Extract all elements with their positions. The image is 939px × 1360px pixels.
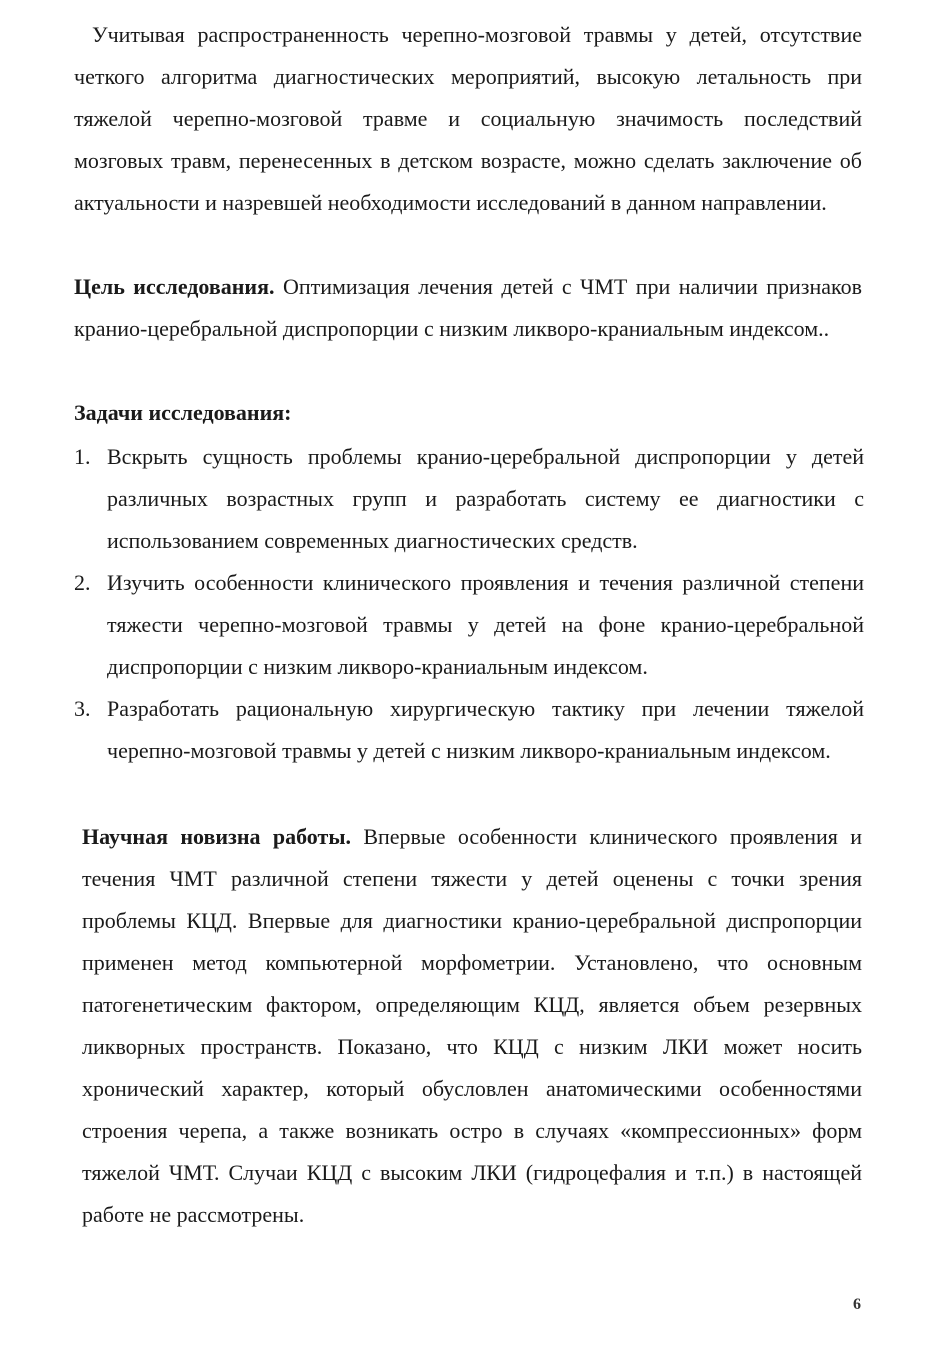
list-item-text: Вскрыть сущность проблемы кранио-церебральной диспропорции у детей различных возрастных групп и разработать систему ее диагностики с использованием современных диагностических средств. — [107, 444, 864, 553]
scientific-novelty-paragraph — [82, 816, 862, 1236]
research-goal-paragraph — [74, 266, 862, 350]
list-item — [74, 688, 864, 772]
research-goal-label: Цель исследования. — [74, 274, 275, 299]
list-item-number: 3. — [74, 696, 91, 721]
research-goal-text: Оптимизация лечения детей с ЧМТ при наличии признаков кранио-церебральной диспропорции с низким ликворо-краниальным индексом.. — [74, 274, 862, 341]
page-number: 6 — [853, 1296, 861, 1313]
list-item — [74, 436, 864, 562]
scientific-novelty-text: Впервые особенности клинического проявления и течения ЧМТ различной степени тяжести у детей оценены с точки зрения проблемы КЦД. Впервые для диагностики кранио-церебральной диспропорции применен метод компьютерной морфометрии. Установлено, что основным патогенетическим фактором, определяющим КЦД, является объем резервных ликворных пространств. Показано, что КЦД с низким ЛКИ может носить хронический характер, который обусловлен анатомическими особенностями строения черепа, а также возникать остро в случаях «компрессионных» форм тяжелой ЧМТ. Случаи КЦД с высоким ЛКИ (гидроцефалия и т.п.) в настоящей работе не рассмотрены. — [82, 824, 862, 1227]
list-item-number: 1. — [74, 444, 91, 469]
list-item — [74, 562, 864, 688]
list-item-text: Разработать рациональную хирургическую тактику при лечении тяжелой черепно-мозговой травмы у детей с низким ликворо-краниальным индексом. — [107, 696, 864, 763]
intro-paragraph: Учитывая распространенность черепно-мозговой травмы у детей, отсутствие четкого алгоритма диагностических мероприятий, высокую летальность при тяжелой черепно-мозговой травме и социальную значимость последствий мозговых травм, перенесенных в детском возрасте, можно сделать заключение об актуальности и назревшей необходимости исследований в данном направлении. — [74, 22, 862, 215]
scientific-novelty-label: Научная новизна работы. — [82, 824, 351, 849]
list-item-number: 2. — [74, 570, 91, 595]
list-item-text: Изучить особенности клинического проявления и течения различной степени тяжести черепно-мозговой травмы у детей на фоне кранио-церебральной диспропорции с низким ликворо-краниальным индексом. — [107, 570, 864, 679]
research-tasks-heading: Задачи исследования: — [74, 400, 292, 425]
research-tasks-list — [74, 436, 864, 772]
